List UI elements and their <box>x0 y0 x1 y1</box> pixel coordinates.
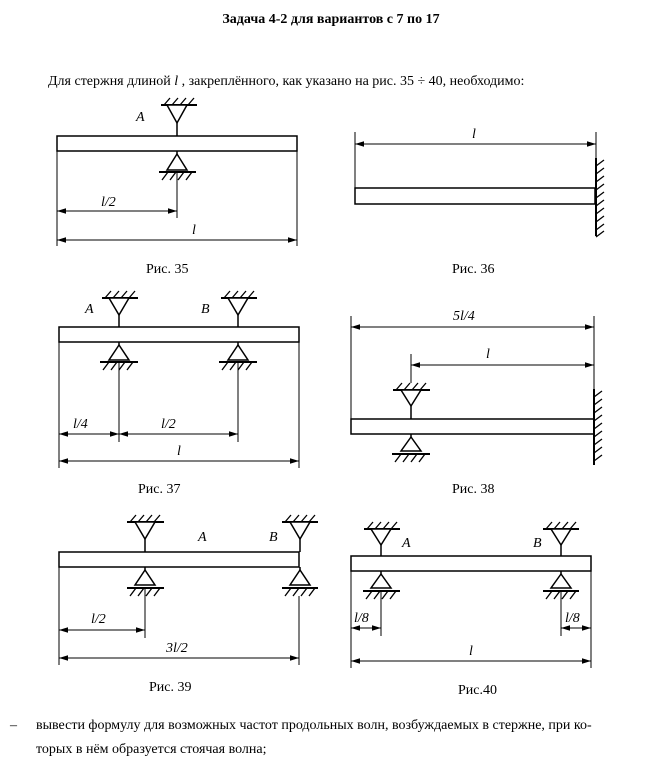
rod <box>59 327 299 342</box>
support-label-a: A <box>198 530 207 545</box>
top-support <box>393 383 430 419</box>
instruction-line-2: торых в нём образуется стоячая волна; <box>36 742 267 757</box>
dim-label-half: l/2 <box>91 612 106 627</box>
dim-label-inner: l <box>486 347 490 362</box>
caption-fig40: Рис.40 <box>458 683 497 698</box>
rod <box>351 556 591 571</box>
bottom-support <box>392 434 430 462</box>
support-label-a: A <box>85 302 94 317</box>
top-support-b <box>543 522 579 556</box>
caption-fig36: Рис. 36 <box>452 262 495 277</box>
intro-before: Для стержня длиной <box>48 74 175 89</box>
wall-support <box>594 389 602 465</box>
dim-label-half: l/2 <box>161 417 176 432</box>
figure-37 <box>59 291 299 497</box>
caption-fig39: Рис. 39 <box>149 680 192 695</box>
dim-label-left: l/8 <box>354 611 369 626</box>
dim-label-quarter: l/4 <box>73 417 88 432</box>
instruction-line-1: вывести формулу для возможных частот продольных волн, возбуждаемых в стержне, при ко- <box>36 718 592 733</box>
dim-label-full: 3l/2 <box>166 641 188 656</box>
support-label-b: B <box>201 302 210 317</box>
caption-fig38: Рис. 38 <box>452 482 495 497</box>
figure-35 <box>57 98 297 277</box>
figure-38 <box>351 309 602 497</box>
dim-label-full: l <box>469 644 473 659</box>
dim-label-half: l/2 <box>101 195 116 210</box>
task-title: Задача 4-2 для вариантов с 7 по 17 <box>222 12 440 27</box>
rod <box>351 419 594 434</box>
dim-label-outer: 5l/4 <box>453 309 475 324</box>
support-label-a: A <box>136 110 145 125</box>
support-label-b: B <box>269 530 278 545</box>
instruction-item <box>10 714 650 762</box>
intro-after: , закреплённого, как указано на рис. 35 ÷ 40, необходимо: <box>178 74 525 89</box>
top-support-a <box>364 522 400 556</box>
rod <box>355 188 595 204</box>
top-support-a <box>127 515 164 552</box>
dim-label-full: l <box>177 444 181 459</box>
rod <box>59 552 299 567</box>
figure-39 <box>59 515 318 695</box>
top-support-b <box>221 291 257 327</box>
list-dash: – <box>10 718 17 733</box>
support-label-b: B <box>533 536 542 551</box>
caption-fig35: Рис. 35 <box>146 262 189 277</box>
wall-support <box>596 158 604 237</box>
caption-fig37: Рис. 37 <box>138 482 181 497</box>
top-support-a <box>102 291 138 327</box>
figure-36 <box>355 127 604 277</box>
top-support-a <box>161 98 197 136</box>
support-label-a: A <box>402 536 411 551</box>
dim-label-full: l <box>192 223 196 238</box>
figure-40 <box>351 522 591 698</box>
intro-variable: l <box>174 74 179 89</box>
rod <box>57 136 297 151</box>
dim-label-full: l <box>472 127 476 142</box>
dim-label-right: l/8 <box>565 611 580 626</box>
